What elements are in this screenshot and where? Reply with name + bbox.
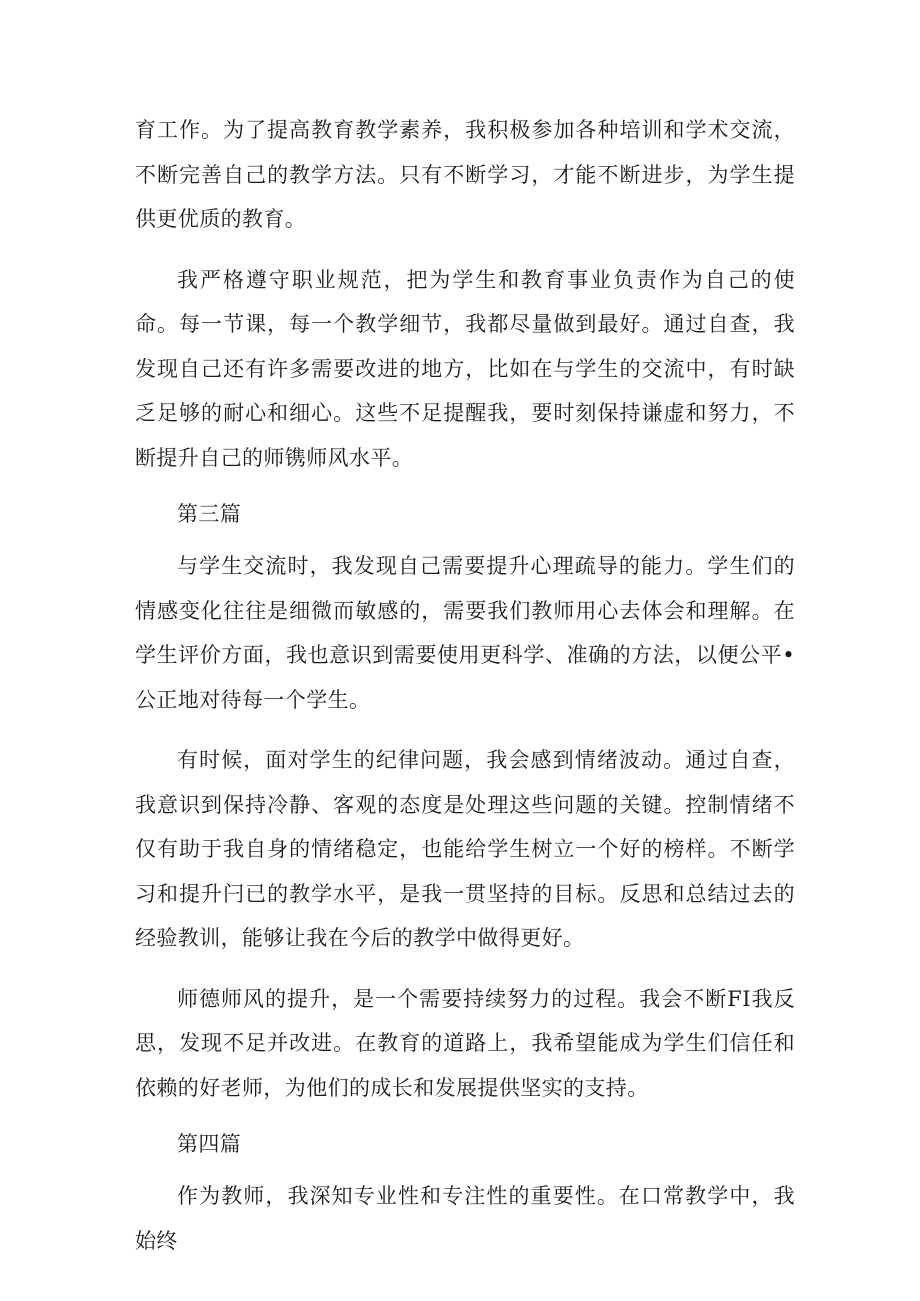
- paragraph-student-communication: 与学生交流时，我发现自己需要提升心理疏导的能力。学生们的情感变化往往是细微而敏感的，需要我们教师用心去体会和理解。在学生评价方面，我也意识到需要使用更科学、准确的方法，以便公平•公正地对待每一个学生。: [135, 554, 795, 712]
- paragraph-professionalism: 作为教师，我深知专业性和专注性的重要性。在口常教学中，我始终: [135, 1184, 795, 1253]
- paragraph-professional-norms: 我严格遵守职业规范，把为学生和教育事业负责作为自己的使命。每一节课，每一个教学细节，我都尽量做到最好。通过自查，我发现自己还有许多需要改进的地方，比如在与学生的交流中，有时缺乏足够的耐心和细心。这些不足提醒我，要时刻保持谦虚和努力，不断提升自己的师镌师风水平。: [135, 267, 795, 470]
- paragraph-ethics-improvement: 师德师风的提升，是一个需要持续努力的过程。我会不断FI我反思，发现不足并改进。在教育的道路上，我希望能成为学生们信任和依赖的好老师，为他们的成长和发展提供坚实的支持。: [135, 986, 795, 1100]
- section-heading-part-four: 第四篇: [177, 1132, 242, 1156]
- document-page: [135, 108, 795, 1279]
- paragraph-continuation: 育工作。为了提高教育教学素养，我积极参加各种培训和学术交流，不断完善自己的教学方法。只有不断学习，才能不断进步，为学生提供更优质的教育。: [135, 118, 795, 231]
- paragraph-discipline-emotions: 有时候，面对学生的纪律问题，我会感到情绪波动。通过自查，我意识到保持冷静、客观的态度是处理这些问题的关键。控制情绪不仅有助于我自身的情绪稳定，也能给学生树立一个好的榜样。不断学习和提升闩已的教学水平，是我一贯坚持的目标。反思和总结过去的经验教训，能够让我在今后的教学中做得更好。: [135, 748, 795, 950]
- section-heading-part-three: 第三篇: [177, 502, 242, 526]
